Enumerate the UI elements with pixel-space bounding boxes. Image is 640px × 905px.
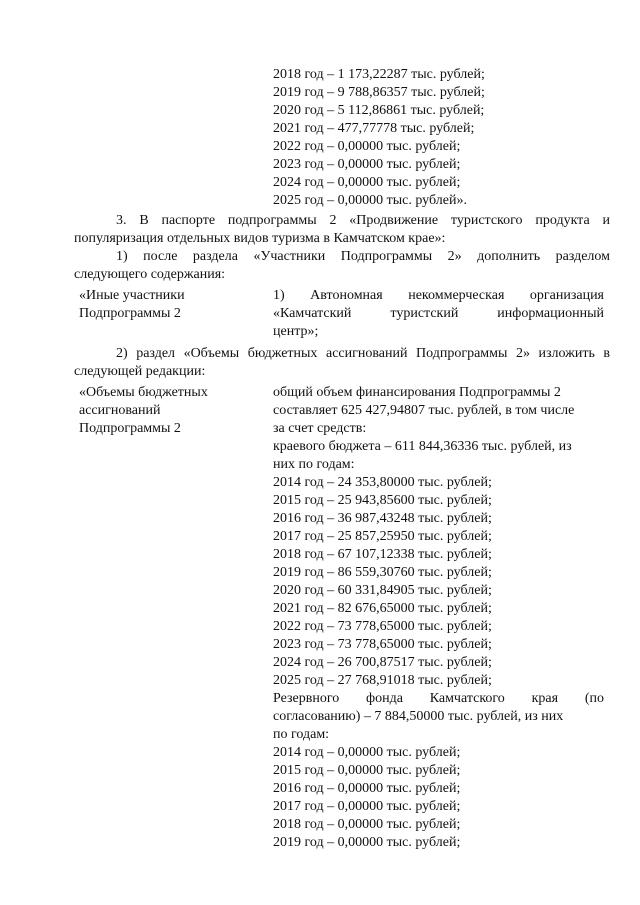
item-3-line: популяризация отдельных видов туризма в Камчатском крае»: (74, 231, 446, 246)
regional-year-line: 2023 год – 73 778,65000 тыс. рублей; (273, 637, 492, 652)
reserve-fund-line: Резервного фонда Камчатского края (по (273, 691, 604, 706)
budget-label-line: Подпрограммы 2 (79, 421, 181, 436)
budget-total-line: составляет 625 427,94807 тыс. рублей, в том числе (273, 403, 575, 418)
funding-year-line: 2020 год – 5 112,86861 тыс. рублей; (273, 103, 485, 118)
budget-total-line: общий объем финансирования Подпрограммы 2 (273, 385, 561, 400)
regional-year-line: 2016 год – 36 987,43248 тыс. рублей; (273, 511, 492, 526)
participants-value-line: 1) Автономная некоммерческая организация (273, 288, 604, 303)
subitem-2-paragraph (74, 345, 610, 381)
funding-years-list (273, 66, 593, 210)
subitem-1-paragraph (74, 248, 610, 284)
participants-label (79, 287, 259, 323)
budget-total-line: за счет средств: (273, 421, 367, 436)
reserve-fund-line: согласованию) – 7 884,50000 тыс. рублей, из них (273, 709, 564, 724)
reserve-year-line: 2014 год – 0,00000 тыс. рублей; (273, 745, 461, 760)
subitem-2-line: следующей редакции: (74, 364, 206, 379)
reserve-year-line: 2017 год – 0,00000 тыс. рублей; (273, 799, 461, 814)
item-3-line: 3. В паспорте подпрограммы 2 «Продвижение туристского продукта и (116, 213, 610, 228)
budget-label-line: «Объемы бюджетных (79, 385, 208, 400)
participants-value-line: «Камчатский туристский информационный (273, 306, 604, 321)
budget-label-line: ассигнований (79, 403, 161, 418)
funding-year-line: 2019 год – 9 788,86357 тыс. рублей; (273, 85, 485, 100)
subitem-1-line: следующего содержания: (74, 267, 226, 282)
reserve-year-line: 2018 год – 0,00000 тыс. рублей; (273, 817, 461, 832)
reserve-year-line: 2016 год – 0,00000 тыс. рублей; (273, 781, 461, 796)
budget-value (273, 384, 604, 852)
funding-year-line: 2022 год – 0,00000 тыс. рублей; (273, 139, 461, 154)
funding-year-line: 2021 год – 477,77778 тыс. рублей; (273, 121, 475, 136)
participants-label-line: «Иные участники (79, 288, 185, 303)
participants-label-line: Подпрограммы 2 (79, 306, 181, 321)
subitem-2-line: 2) раздел «Объемы бюджетных ассигнований Подпрограммы 2» изложить в (116, 346, 610, 361)
regional-budget-line: них по годам: (273, 457, 355, 472)
regional-year-line: 2018 год – 67 107,12338 тыс. рублей; (273, 547, 492, 562)
regional-year-line: 2017 год – 25 857,25950 тыс. рублей; (273, 529, 492, 544)
regional-year-line: 2019 год – 86 559,30760 тыс. рублей; (273, 565, 492, 580)
funding-year-line: 2023 год – 0,00000 тыс. рублей; (273, 157, 461, 172)
reserve-year-line: 2015 год – 0,00000 тыс. рублей; (273, 763, 461, 778)
regional-year-line: 2024 год – 26 700,87517 тыс. рублей; (273, 655, 492, 670)
regional-year-line: 2014 год – 24 353,80000 тыс. рублей; (273, 475, 492, 490)
regional-year-line: 2025 год – 27 768,91018 тыс. рублей; (273, 673, 492, 688)
funding-year-line: 2024 год – 0,00000 тыс. рублей; (273, 175, 461, 190)
participants-value (273, 287, 604, 341)
regional-budget-line: краевого бюджета – 611 844,36336 тыс. рублей, из (273, 439, 572, 454)
reserve-year-line: 2019 год – 0,00000 тыс. рублей; (273, 835, 461, 850)
funding-year-line: 2025 год – 0,00000 тыс. рублей». (273, 193, 467, 208)
budget-label (79, 384, 259, 438)
item-3-paragraph (74, 212, 610, 248)
participants-value-line: центр»; (273, 324, 319, 339)
subitem-1-line: 1) после раздела «Участники Подпрограммы 2» дополнить разделом (116, 249, 610, 264)
reserve-fund-line: по годам: (273, 727, 330, 742)
regional-year-line: 2020 год – 60 331,84905 тыс. рублей; (273, 583, 492, 598)
funding-year-line: 2018 год – 1 173,22287 тыс. рублей; (273, 67, 485, 82)
regional-year-line: 2022 год – 73 778,65000 тыс. рублей; (273, 619, 492, 634)
regional-year-line: 2021 год – 82 676,65000 тыс. рублей; (273, 601, 492, 616)
regional-year-line: 2015 год – 25 943,85600 тыс. рублей; (273, 493, 492, 508)
